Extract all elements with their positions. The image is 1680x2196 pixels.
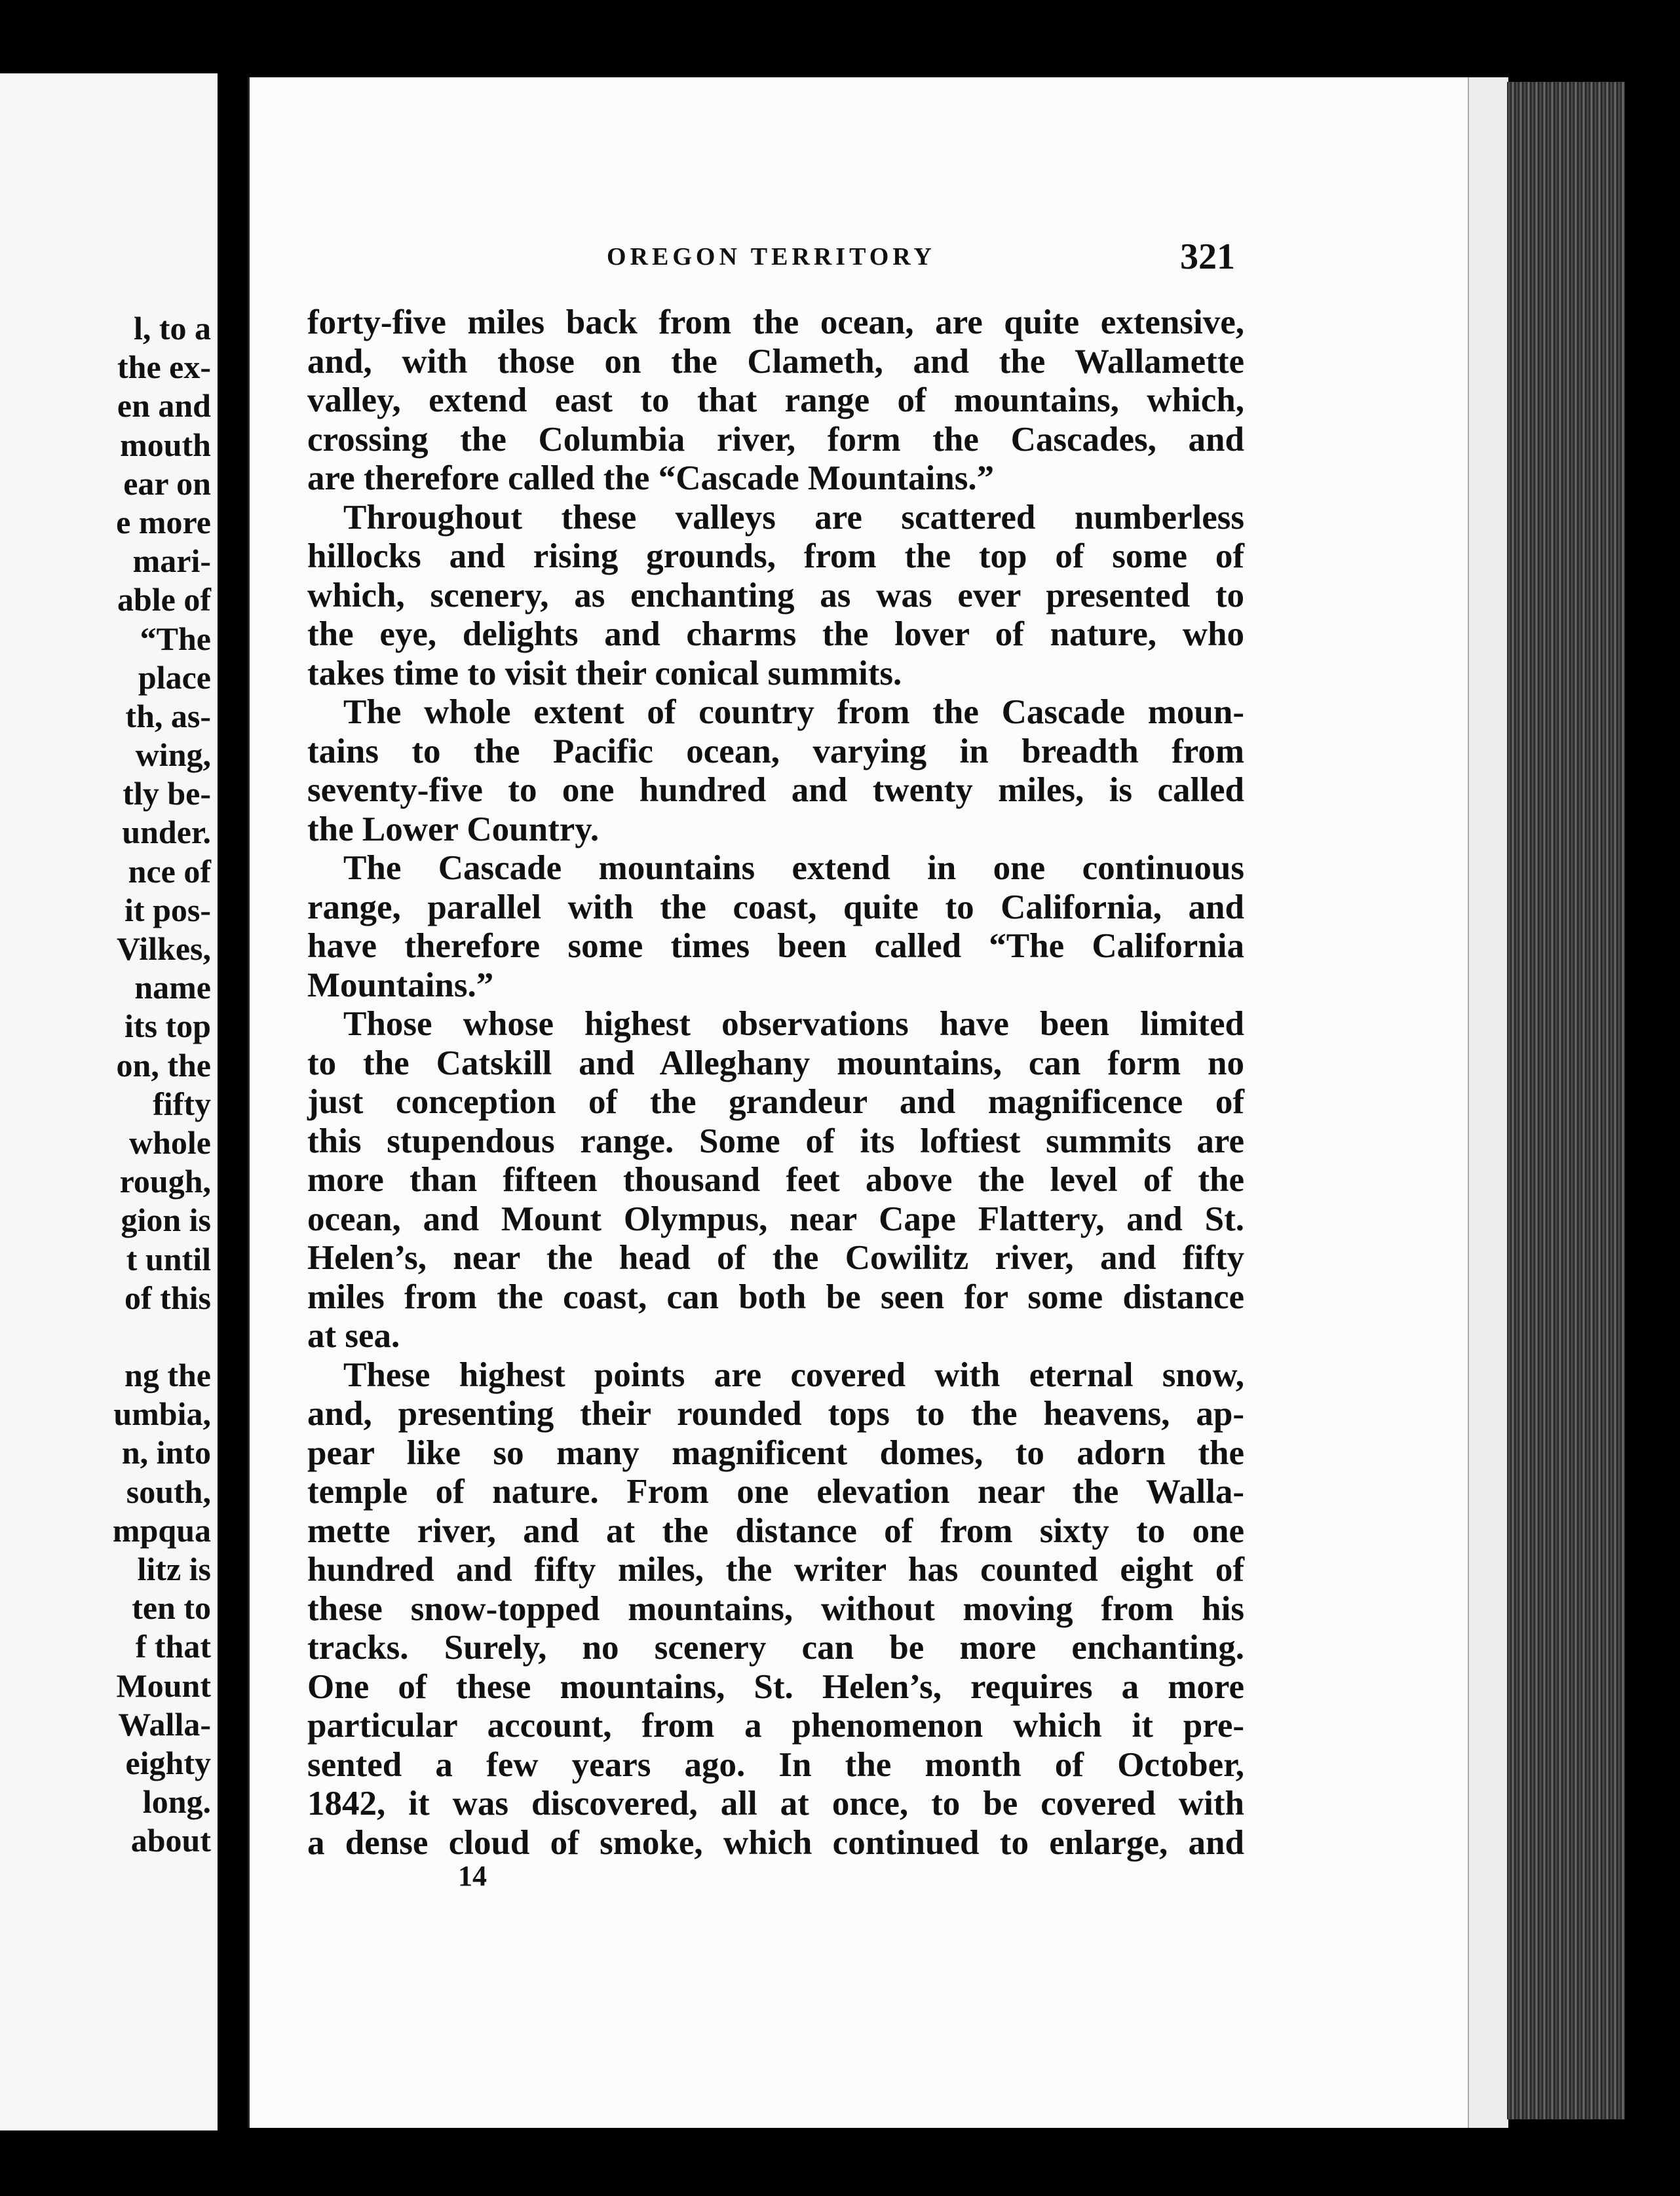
text-line: takes time to visit their conical summits.: [307, 654, 902, 692]
text-line: Mountains.”: [307, 966, 494, 1004]
text-line: hundred and fifty miles, the writer has counted eight of: [307, 1551, 1244, 1589]
text-line: this stupendous range. Some of its loftiest summits are: [307, 1122, 1244, 1160]
left-line: eighty: [125, 1744, 211, 1781]
page-number: 321: [1180, 237, 1235, 277]
text-line: mette river, and at the distance of from sixty to one: [307, 1511, 1244, 1550]
text-line: The whole extent of country from the Cascade moun-: [343, 693, 1244, 731]
text-line: to the Catskill and Alleghany mountains, can form no: [307, 1044, 1244, 1082]
page-edge: [1468, 77, 1508, 2128]
text-line: range, parallel with the coast, quite to California, and: [307, 888, 1244, 926]
left-line: able of: [117, 581, 211, 618]
text-line: hillocks and rising grounds, from the top of some of: [307, 537, 1244, 575]
text-line: more than fifteen thousand feet above the level of the: [307, 1161, 1244, 1199]
text-line: Those whose highest observations have been limited: [343, 1005, 1244, 1043]
left-line: t until: [126, 1240, 211, 1278]
left-line: l, to a: [133, 310, 211, 347]
text-line: the Lower Country.: [307, 810, 600, 848]
paragraph-gap: [1, 1317, 211, 1356]
left-line: f that: [135, 1628, 211, 1665]
left-line: mari-: [132, 542, 211, 580]
left-line: tly be-: [123, 775, 211, 812]
text-line: Throughout these valleys are scattered numberless: [343, 498, 1244, 537]
left-line: mouth: [120, 426, 211, 463]
previous-page-text: [1, 309, 211, 1861]
left-line: umbia,: [113, 1395, 211, 1433]
left-line: under.: [122, 814, 211, 851]
text-line: just conception of the grandeur and magnificence of: [307, 1083, 1244, 1121]
left-line: litz is: [137, 1551, 211, 1587]
text-line: are therefore called the “Cascade Mountains.”: [307, 459, 995, 497]
text-line: a dense cloud of smoke, which continued to enlarge, and: [307, 1823, 1244, 1862]
left-line: nce of: [128, 852, 211, 890]
text-line: The Cascade mountains extend in one continuous: [343, 849, 1244, 887]
page-body: [307, 303, 1244, 1863]
text-line: forty-five miles back from the ocean, are quite extensive,: [307, 303, 1244, 341]
left-line: the ex-: [117, 349, 211, 386]
text-line: at sea.: [307, 1317, 400, 1355]
left-line: whole: [129, 1124, 211, 1161]
text-line: These highest points are covered with eternal snow,: [343, 1355, 1244, 1394]
left-line: Walla-: [118, 1705, 211, 1743]
book-fore-edge: [1507, 82, 1625, 2119]
left-line: long.: [142, 1783, 211, 1821]
text-line: valley, extend east to that range of mountains, which,: [307, 381, 1244, 419]
text-line: these snow-topped mountains, without moving from his: [307, 1589, 1244, 1628]
left-line: of this: [124, 1279, 211, 1316]
left-line: mpqua: [112, 1511, 211, 1549]
text-line: miles from the coast, can both be seen for some distance: [307, 1278, 1244, 1316]
left-line: name: [134, 969, 211, 1006]
book-page: [248, 77, 1470, 2128]
left-line: wing,: [135, 736, 211, 774]
left-line: ear on: [123, 464, 211, 502]
left-line: Vilkes,: [117, 930, 211, 967]
left-line: ten to: [132, 1589, 211, 1627]
left-line: on, the: [116, 1046, 211, 1084]
left-line: Mount: [116, 1667, 211, 1704]
text-line: One of these mountains, St. Helen’s, requires a more: [307, 1667, 1244, 1706]
text-line: tains to the Pacific ocean, varying in breadth from: [307, 732, 1244, 770]
text-line: temple of nature. From one elevation near the Walla-: [307, 1473, 1244, 1511]
text-line: pear like so many magnificent domes, to adorn the: [307, 1433, 1244, 1472]
text-line: sented a few years ago. In the month of October,: [307, 1745, 1244, 1784]
left-line: about: [130, 1822, 211, 1859]
text-line: tracks. Surely, no scenery can be more enchanting.: [307, 1629, 1244, 1667]
text-line: particular account, from a phenomenon which it pre-: [307, 1707, 1244, 1745]
running-title: OREGON TERRITORY: [607, 243, 936, 271]
left-line: fifty: [153, 1085, 211, 1122]
text-line: and, with those on the Clameth, and the Wallamette: [307, 342, 1244, 381]
left-line: it pos-: [124, 891, 211, 928]
left-line: rough,: [119, 1163, 211, 1200]
text-line: Helen’s, near the head of the Cowilitz river, and fifty: [307, 1239, 1244, 1277]
left-line: south,: [126, 1473, 211, 1510]
left-line: “The: [140, 620, 211, 657]
previous-page-fragment: [0, 73, 218, 2130]
text-line: seventy-five to one hundred and twenty miles, is called: [307, 771, 1244, 809]
text-line: the eye, delights and charms the lover of nature, who: [307, 615, 1244, 653]
signature-mark: 14: [458, 1860, 487, 1892]
text-line: crossing the Columbia river, form the Cascades, and: [307, 420, 1244, 459]
left-line: ng the: [124, 1357, 211, 1394]
left-line: th, as-: [125, 697, 211, 734]
page-header: [250, 235, 1470, 287]
left-line: place: [138, 658, 211, 696]
left-line: gion is: [121, 1202, 211, 1239]
text-line: ocean, and Mount Olympus, near Cape Flattery, and St.: [307, 1200, 1244, 1238]
left-line: en and: [117, 387, 211, 425]
left-line: its top: [124, 1008, 211, 1045]
text-line: and, presenting their rounded tops to the heavens, ap-: [307, 1395, 1244, 1433]
left-line: e more: [116, 503, 211, 540]
left-line: n, into: [121, 1434, 211, 1471]
text-line: have therefore some times been called “The California: [307, 927, 1244, 965]
text-line: which, scenery, as enchanting as was ever presented to: [307, 576, 1244, 615]
text-line: 1842, it was discovered, all at once, to be covered with: [307, 1785, 1244, 1823]
